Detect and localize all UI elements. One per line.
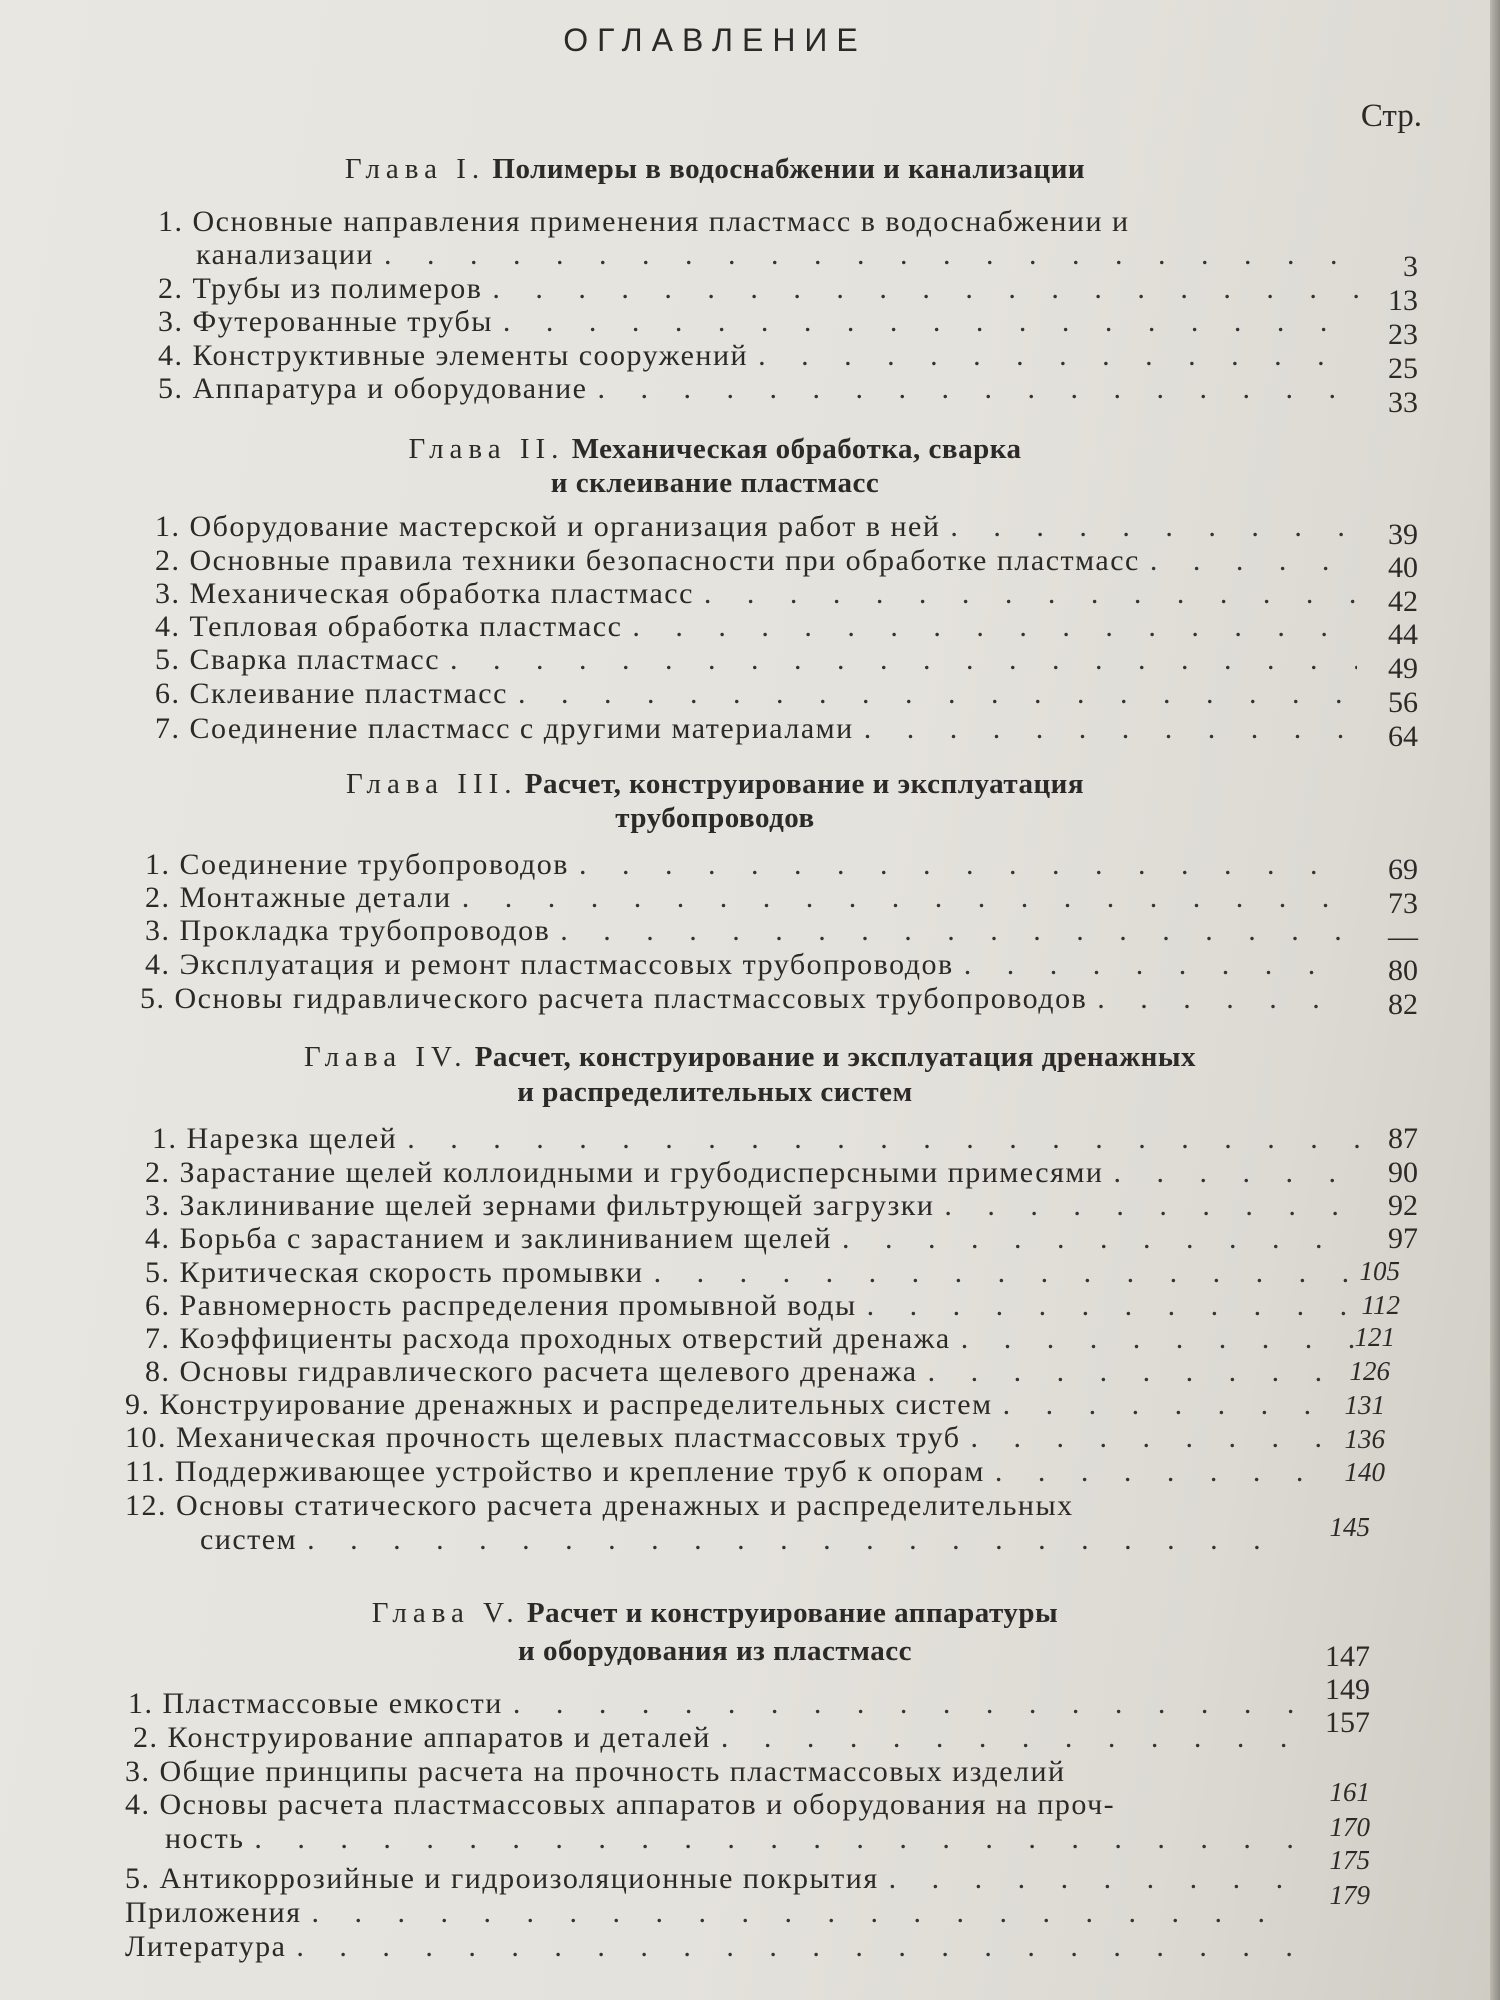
toc-page-number: 105 [1359,1256,1400,1286]
chapter-name: Расчет, конструирование и эксплуатация дренажных [474,1041,1196,1073]
chapter-number: Глава IV. [303,1041,468,1073]
toc-page-number: 40 [1388,551,1418,584]
toc-entry-text: Литература [125,1930,287,1963]
chapter-heading-1 [0,152,1430,186]
toc-page-number: 64 [1388,720,1418,753]
toc-page-number: 97 [1388,1222,1418,1255]
chapter-name: Механическая обработка, сварка [571,433,1022,465]
chapter-heading-3 [0,767,1430,801]
toc-page-number: 121 [1354,1322,1395,1352]
leader-dots [950,510,1357,543]
chapter-number: Глава III. [345,768,518,800]
leader-dots [632,610,1357,643]
toc-entry-text: 1. Оборудование мастерской и организация работ в ней [155,510,941,543]
toc-entry-text: 11. Поддерживающее устройство и крепление труб к опорам [125,1455,985,1488]
toc-page-number: 42 [1388,585,1418,618]
toc-entry-continuation [200,1523,1300,1556]
toc-entry [145,914,1360,947]
toc-entry-text: 4. Эксплуатация и ремонт пластмассовых трубопроводов [145,948,954,981]
leader-dots [758,339,1360,372]
toc-entry [145,848,1360,881]
toc-entry-text: систем [200,1523,298,1556]
toc-entry [125,1755,1295,1788]
leader-dots [928,1355,1352,1388]
toc-page-number: 56 [1388,686,1418,719]
leader-dots [296,1930,1292,1963]
toc-page-number: 80 [1388,954,1418,987]
toc-page-number: 13 [1388,284,1418,317]
toc-entry-text: 3. Механическая обработка пластмасс [155,577,694,610]
toc-entry-text: 2. Конструирование аппаратов и деталей [133,1721,711,1754]
leader-dots [1150,544,1357,577]
toc-page-number: 140 [1344,1457,1385,1487]
toc-entry [155,712,1365,745]
toc-entry-text: 1. Основные направления применения пластмасс в водоснабжении и [158,205,1130,238]
chapter-heading-5-line2 [0,1634,1430,1668]
toc-entry-continuation [196,238,1376,271]
pages-column-label: Стр. [1360,98,1422,134]
page-title: ОГЛАВЛЕНИЕ [563,22,867,58]
toc-page-number: 44 [1388,618,1418,651]
chapter-name: Расчет, конструирование и эксплуатация [524,768,1085,800]
toc-page-number: 82 [1388,988,1418,1021]
chapter-heading-4 [35,1040,1465,1074]
leader-dots [721,1721,1295,1754]
toc-entry [125,1862,1300,1895]
leader-dots [864,712,1357,745]
toc-entry-text: Приложения [125,1896,302,1929]
toc-entry-text: 5. Сварка пластмасс [155,643,441,676]
leader-dots [312,1896,1293,1929]
toc-page-number: 149 [1325,1673,1370,1706]
leader-dots [492,272,1360,305]
leader-dots [407,1122,1359,1155]
toc-page-number: — [1388,920,1418,953]
leader-dots [704,577,1357,610]
leader-dots [560,914,1352,947]
chapter-heading-3-line2 [0,801,1430,835]
leader-dots [579,848,1352,881]
chapter-name: и склеивание пластмасс [550,467,880,499]
leader-dots [944,1189,1357,1222]
leader-dots [254,1822,1292,1855]
toc-entry-text: 5. Критическая скорость промывки [145,1256,644,1289]
chapter-name: и распределительных систем [517,1076,913,1108]
toc-entry [145,948,1360,981]
toc-entry [155,610,1365,643]
chapter-number: Глава V. [371,1597,520,1629]
toc-entry [145,1256,1365,1289]
toc-entry [155,577,1365,610]
toc-entry [145,1222,1365,1255]
leader-dots [384,238,1368,271]
toc-entry-text: 4. Тепловая обработка пластмасс [155,610,623,643]
toc-entry-text: 2. Основные правила техники безопасности при обработке пластмасс [155,544,1140,577]
toc-entry [125,1421,1340,1454]
toc-page-number: 136 [1344,1424,1385,1454]
toc-entry-text: ность [165,1822,245,1855]
leader-dots [964,948,1352,981]
leader-dots [867,1289,1357,1322]
leader-dots [654,1256,1357,1289]
chapter-heading-4-line2 [0,1075,1430,1109]
toc-page-number: 3 [1403,250,1418,283]
toc-entry [125,1388,1340,1421]
leader-dots [1003,1388,1332,1421]
toc-entry [145,1156,1365,1189]
toc-entry [145,1322,1365,1355]
toc-entry [145,881,1360,914]
toc-entry-text: 7. Коэффициенты расхода проходных отверстий дренажа [145,1322,951,1355]
toc-entry [155,677,1365,710]
toc-entry-text: 4. Конструктивные элементы сооружений [158,339,749,372]
toc-entry [140,982,1365,1015]
chapter-heading-5 [0,1596,1430,1630]
toc-page-number: 131 [1344,1390,1385,1420]
toc-entry [158,305,1368,338]
toc-page-number: 179 [1329,1880,1370,1910]
toc-page-number: 33 [1388,386,1418,419]
toc-entry [158,372,1368,405]
leader-dots [597,372,1360,405]
chapter-name: трубопроводов [615,802,815,834]
toc-entry-text: 4. Основы расчета пластмассовых аппаратов и оборудования на проч- [125,1788,1116,1821]
toc-entry-text: 1. Нарезка щелей [152,1122,398,1155]
toc-entry-text: 8. Основы гидравлического расчета щелевого дренажа [145,1355,918,1388]
toc-entry [155,544,1365,577]
leader-dots [450,643,1357,676]
toc-page-number: 25 [1388,352,1418,385]
toc-page-number: 69 [1388,853,1418,886]
toc-entry-text: 1. Пластмассовые емкости [128,1687,503,1720]
toc-page-number: 92 [1388,1189,1418,1222]
toc-entry-text: 9. Конструирование дренажных и распределительных систем [125,1388,993,1421]
toc-entry-text: 6. Склеивание пластмасс [155,677,508,710]
leader-dots [1113,1156,1357,1189]
toc-entry-text: 5. Основы гидравлического расчета пластмассовых трубопроводов [140,982,1088,1015]
toc-entry-text: 12. Основы статического расчета дренажных и распределительных [125,1489,1074,1522]
leader-dots [513,1687,1295,1720]
chapter-number: Глава II. [408,433,565,465]
toc-page-number: 147 [1325,1640,1370,1673]
toc-entry [155,643,1365,676]
leader-dots [995,1455,1332,1488]
leader-dots [518,677,1357,710]
toc-entry-continuation [165,1822,1300,1855]
toc-page-number: 39 [1388,518,1418,551]
leader-dots [462,881,1352,914]
toc-entry-text: 10. Механическая прочность щелевых пластмассовых труб [125,1421,961,1454]
leader-dots [842,1222,1357,1255]
toc-page-number: 145 [1329,1512,1370,1542]
toc-entry [125,1788,1300,1821]
toc-entry [155,510,1365,543]
leader-dots [503,305,1360,338]
toc-entry [125,1455,1340,1488]
toc-entry-text: 3. Заклинивание щелей зернами фильтрующей загрузки [145,1189,935,1222]
toc-entry-text: 3. Общие принципы расчета на прочность пластмассовых изделий [125,1755,1066,1788]
toc-entry [145,1355,1360,1388]
toc-entry-text: 1. Соединение трубопроводов [145,848,569,881]
leader-dots [961,1322,1357,1355]
toc-entry-text: 7. Соединение пластмасс с другими материалами [155,712,854,745]
toc-entry [152,1122,1367,1155]
toc-entry [145,1189,1365,1222]
toc-entry-text: 4. Борьба с зарастанием и заклиниванием щелей [145,1222,832,1255]
chapter-heading-2 [0,432,1430,466]
toc-page-number: 126 [1349,1356,1390,1386]
toc-page-number: 112 [1361,1290,1400,1320]
chapter-heading-2-line2 [0,466,1430,500]
toc-entry [128,1687,1303,1720]
toc-entry [125,1896,1300,1929]
toc-entry-text: 2. Зарастание щелей коллоидными и грубодисперсными примесями [145,1156,1104,1189]
toc-entry-text: 5. Антикоррозийные и гидроизоляционные покрытия [125,1862,879,1895]
toc-entry [158,339,1368,372]
toc-page-number: 175 [1329,1845,1370,1875]
toc-entry [125,1930,1300,1963]
toc-entry-text: 6. Равномерность распределения промывной воды [145,1289,857,1322]
toc-entry [158,205,1318,238]
toc-page-number: 87 [1388,1122,1418,1155]
toc-entry-text: 2. Монтажные детали [145,881,452,914]
toc-page-number: 170 [1329,1812,1370,1842]
toc-page-number: 73 [1388,887,1418,920]
toc-page-number: 23 [1388,318,1418,351]
leader-dots [307,1523,1292,1556]
leader-dots [1097,982,1357,1015]
toc-page-number: 161 [1329,1777,1370,1807]
toc-page-number: 157 [1325,1706,1370,1739]
toc-page-number: 49 [1388,652,1418,685]
chapter-name: Полимеры в водоснабжении и канализации [492,153,1086,185]
toc-entry-text: 2. Трубы из полимеров [158,272,483,305]
toc-entry [158,272,1368,305]
chapter-name: и оборудования из пластмасс [518,1635,912,1667]
toc-entry [125,1489,1300,1522]
chapter-number: Глава I. [344,153,486,185]
toc-entry-text: канализации [196,238,374,271]
toc-page-number: 90 [1388,1156,1418,1189]
leader-dots [971,1421,1333,1454]
toc-entry-text: 3. Футерованные трубы [158,305,493,338]
toc-entry-text: 3. Прокладка трубопроводов [145,914,551,947]
toc-entry-text: 5. Аппаратура и оборудование [158,372,588,405]
leader-dots [889,1862,1292,1895]
toc-entry [133,1721,1303,1754]
toc-entry [145,1289,1365,1322]
chapter-name: Расчет и конструирование аппаратуры [526,1597,1059,1629]
